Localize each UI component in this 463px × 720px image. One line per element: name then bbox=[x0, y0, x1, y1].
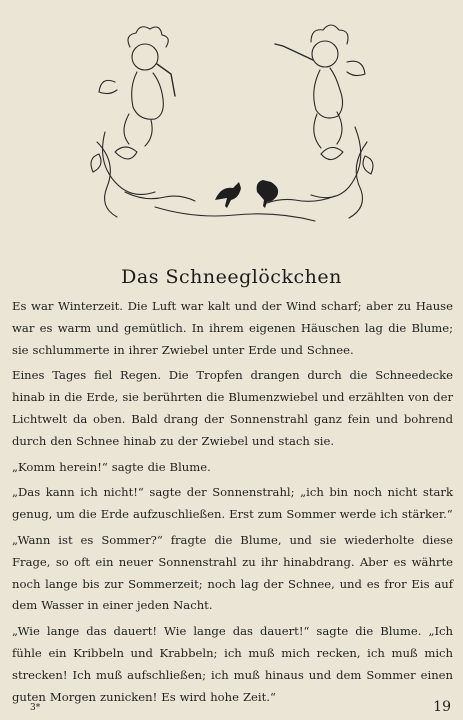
left-cherub-figure bbox=[99, 27, 175, 146]
paragraph: „Das kann ich nicht!“ sagte der Sonnenstrahl; „ich bin noch nicht stark genug, um die Erde aufzuschließen. Erst zum Sommer werde ich stärker.“ bbox=[12, 485, 453, 522]
page-title: Das Schneeglöckchen bbox=[121, 266, 342, 288]
paragraph: „Wie lange das dauert! Wie lange das dauert!“ sagte die Blume. „Ich fühle ein Kribbeln und Krabbeln; ich muß mich recken, ich muß mich strecken! Ich muß aufschließen; ich muß hinaus und dem Sommer einen guten Morgen zunicken! Es wird hohe Zeit.“ bbox=[12, 624, 453, 704]
right-cherub-figure bbox=[275, 25, 365, 148]
right-bird-icon bbox=[257, 180, 279, 208]
left-bird-icon bbox=[215, 182, 241, 208]
paragraph: Es war Winterzeit. Die Luft war kalt und der Wind scharf; aber zu Hause war es warm und gemütlich. In ihrem eigenen Häuschen lag die Blume; sie schlummerte in ihrer Zwiebel unter Erde und Schnee. bbox=[12, 299, 453, 357]
ground-line bbox=[155, 207, 315, 221]
paragraph: Eines Tages fiel Regen. Die Tropfen drangen durch die Schneedecke hinab in die Erde, sie berührten die Blumenzwiebel und erzählten von der Lichtwelt da oben. Bald drang der Sonnenstrahl ganz fein und bohrend durch den Schnee hinab zu der Zwiebel und stach sie. bbox=[12, 368, 453, 448]
signature-mark: 3* bbox=[30, 703, 41, 713]
vignette-illustration bbox=[85, 2, 380, 227]
page-number: 19 bbox=[433, 699, 451, 715]
paragraph: „Komm herein!“ sagte die Blume. bbox=[12, 459, 211, 474]
paragraph: „Wann ist es Sommer?“ fragte die Blume, und sie wiederholte diese Frage, so oft ein neuer Sonnenstrahl zu ihr hinabdrang. Aber es währte noch lange bis zur Sommerzeit; noch lag der Schnee, und es fror Eis auf dem Wasser in einer jeden Nacht. bbox=[12, 532, 453, 613]
left-vine-ornament bbox=[91, 132, 195, 217]
story-text bbox=[12, 296, 453, 712]
birds bbox=[215, 180, 278, 208]
right-vine-ornament bbox=[267, 127, 373, 218]
